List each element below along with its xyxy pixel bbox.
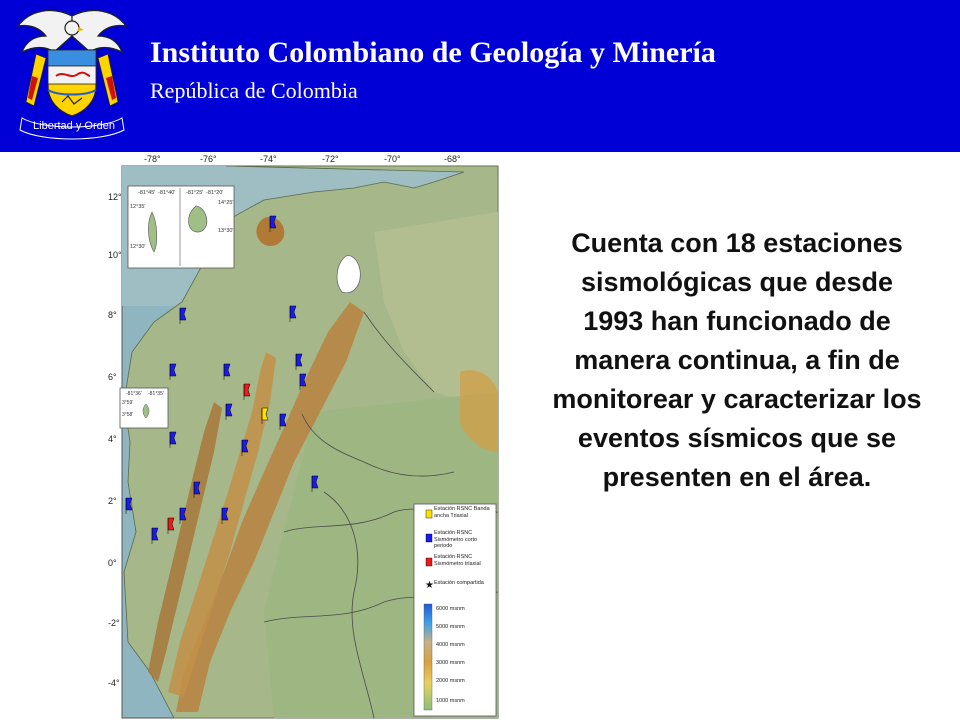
inset-label: -81°25' xyxy=(186,190,204,196)
legend-station-broadband: Estación RSNC Banda ancha Triaxial xyxy=(434,506,490,519)
lat-label: 0° xyxy=(108,558,117,568)
country-subtitle: República de Colombia xyxy=(150,78,358,103)
inset-label: -81°40' xyxy=(158,190,176,196)
legend-station-shared: Estación compartida xyxy=(434,580,484,586)
elevation-label: 6000 msnm xyxy=(436,606,465,612)
lat-label: 8° xyxy=(108,310,117,320)
elevation-label: 3000 msnm xyxy=(436,660,465,666)
map-legend xyxy=(414,504,496,716)
legend-station-short-period: Estación RSNC Sismómetro corto periodo xyxy=(434,530,478,549)
lat-label: 12° xyxy=(108,192,122,202)
institute-title: Instituto Colombiano de Geología y Minería xyxy=(150,36,716,69)
lat-label: -4° xyxy=(108,678,120,688)
colombia-relief-map xyxy=(108,152,502,720)
elevation-color-bar xyxy=(424,604,432,710)
elevation-label: 2000 msnm xyxy=(436,678,465,684)
elevation-label: 5000 msnm xyxy=(436,624,465,630)
lon-label: -74° xyxy=(260,154,277,164)
inset-label: 12°35' xyxy=(130,204,146,210)
inset-label: -81°36' xyxy=(126,391,142,397)
legend-station-triaxial: Estación RSNC Sismómetro triaxial xyxy=(434,554,481,567)
inset-label: -81°45' xyxy=(138,190,156,196)
inset-label: -81°35' xyxy=(148,391,164,397)
elevation-label: 4000 msnm xyxy=(436,642,465,648)
lon-label: -72° xyxy=(322,154,339,164)
svg-text:★: ★ xyxy=(425,580,434,591)
inset-label: 14°25' xyxy=(218,200,234,206)
lat-label: 6° xyxy=(108,372,117,382)
inset-label: 3°58' xyxy=(122,412,134,418)
lon-label: -70° xyxy=(384,154,401,164)
stations-description: Cuenta con 18 estaciones sismológicas que desde 1993 han funcionado de manera continua, a fin de monitorear y caracterizar los eventos sísmicos que se presenten en el área. xyxy=(552,228,922,492)
inset-label: -81°20' xyxy=(206,190,224,196)
lat-label: 4° xyxy=(108,434,117,444)
elevation-label: 1000 msnm xyxy=(436,698,465,704)
lon-label: -68° xyxy=(444,154,461,164)
inset-label: 13°30' xyxy=(218,228,234,234)
lat-label: 2° xyxy=(108,496,117,506)
lat-label: -2° xyxy=(108,618,120,628)
lon-label: -76° xyxy=(200,154,217,164)
inset-label: 12°30' xyxy=(130,244,146,250)
seismic-station-map xyxy=(108,152,502,720)
inset-label: 3°59' xyxy=(122,400,134,406)
lon-label: -78° xyxy=(144,154,161,164)
lat-label: 10° xyxy=(108,250,122,260)
inset-malpelo xyxy=(120,388,168,428)
emblem-motto: Libertad y Orden xyxy=(33,120,115,132)
inset-san-andres xyxy=(128,186,234,268)
header-banner xyxy=(0,0,960,152)
